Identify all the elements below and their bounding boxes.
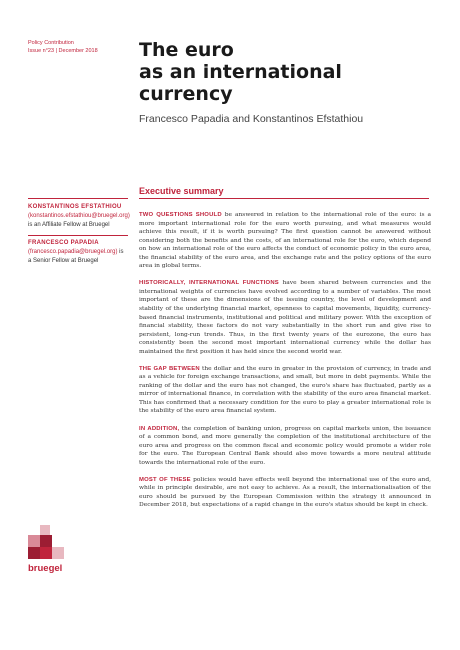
paragraph-lead: IN ADDITION,	[139, 425, 180, 432]
author-bio-name: KONSTANTINOS EFSTATHIOU	[28, 204, 122, 210]
author-bio-2	[28, 239, 128, 266]
sidebar-divider	[28, 235, 128, 236]
paragraph-text: have been shared between currencies and the international weights of currencies have evolved according to a number of variables. The most important of these are the dimensions of the issuing country, the level of development and stability of the underlying financial market, openness to capital movements, liquidity, currency-based financial instruments, institutional and political and military power. With the exception of financial stability, these factors do not vary substantially in the short run and give rise to persistent, long-run trends. Thus, in the first twenty years of the eurozone, the euro has consistently been the second most important international currency while the dollar has maintained the first position it has held since the second world war.	[139, 280, 431, 355]
author-bio-role: is an Affiliate Fellow at Bruegel	[28, 222, 110, 228]
paragraph-lead: TWO QUESTIONS SHOULD	[139, 212, 222, 218]
paragraph-text: the completion of banking union, progress on capital markets union, the issuance of a common bond, and more generally the completion of the institutional architecture of the euro area and progress on the common fiscal and economic policy would promote a wider role for the euro. The European Central Bank should also move towards a more neutral attitude towards the international role of the euro.	[139, 425, 431, 466]
authors-line: Francesco Papadia and Konstantinos Efstathiou	[139, 113, 364, 125]
summary-body	[139, 211, 431, 518]
series-info	[28, 39, 128, 55]
paragraph	[139, 279, 431, 356]
section-title: Executive summary	[139, 186, 224, 196]
paragraph	[139, 476, 431, 510]
paragraph	[139, 425, 431, 468]
section-rule	[139, 198, 429, 199]
bruegel-logo-text: bruegel	[28, 563, 63, 574]
document-title	[139, 39, 439, 105]
issue-info: Issue n°23 | December 2018	[28, 48, 98, 54]
paragraph-text: the dollar and the euro in greater in the provision of currency, in trade and as a vehicle for foreign exchange transactions, and small, but more in debt payments. While the ranking of the dollar and the euro has not changed, the euro's share has fluctuated, partly as a mirror of international finance, in correlation with the stability of the euro area financial market. This has confirmed that a necessary condition for the euro to play a greater international role is the stability of the euro area financial system.	[139, 365, 431, 415]
paragraph	[139, 365, 431, 416]
paragraph	[139, 211, 431, 271]
author-bio-name: FRANCESCO PAPADIA	[28, 240, 99, 246]
sidebar-rule	[28, 198, 128, 199]
title-line-1: The euro	[139, 39, 234, 61]
author-bio-email[interactable]: (konstantinos.efstathiou@bruegel.org)	[28, 213, 130, 219]
paragraph-text: policies would have effects well beyond the international use of the euro and, while in principle desirable, are not easy to achieve. As a result, the internationalisation of the euro should be pursued by the European Commission within the strategy it announced in December 2018, but expectations of a rapid change in the euro's status should be kept in check.	[139, 476, 431, 509]
paragraph-lead: HISTORICALLY, INTERNATIONAL FUNCTIONS	[139, 280, 279, 287]
title-line-2: as an international currency	[139, 61, 342, 105]
series-name: Policy Contribution	[28, 40, 74, 46]
paragraph-text: be answered in relation to the international role of the euro: is a more important international role for the euro worth pursuing, and what measures would achieve this result, if it is worth pursuing? The first question cannot be answered without considering both the benefits and the costs, of an international role for the euro, which depend on how an international role of the euro affects the conduct of economic policy in the euro area, the financial stability of the euro area, and the exchange rate and the policy options of the euro area in global terms.	[139, 212, 431, 270]
author-bio-role: is a Senior Fellow at Bruegel	[28, 249, 124, 264]
author-bio-1	[28, 203, 128, 230]
paragraph-lead: MOST OF THESE	[139, 476, 191, 483]
author-bio-email[interactable]: (francesco.papadia@bruegel.org)	[28, 249, 118, 255]
paragraph-lead: THE GAP BETWEEN	[139, 365, 200, 372]
